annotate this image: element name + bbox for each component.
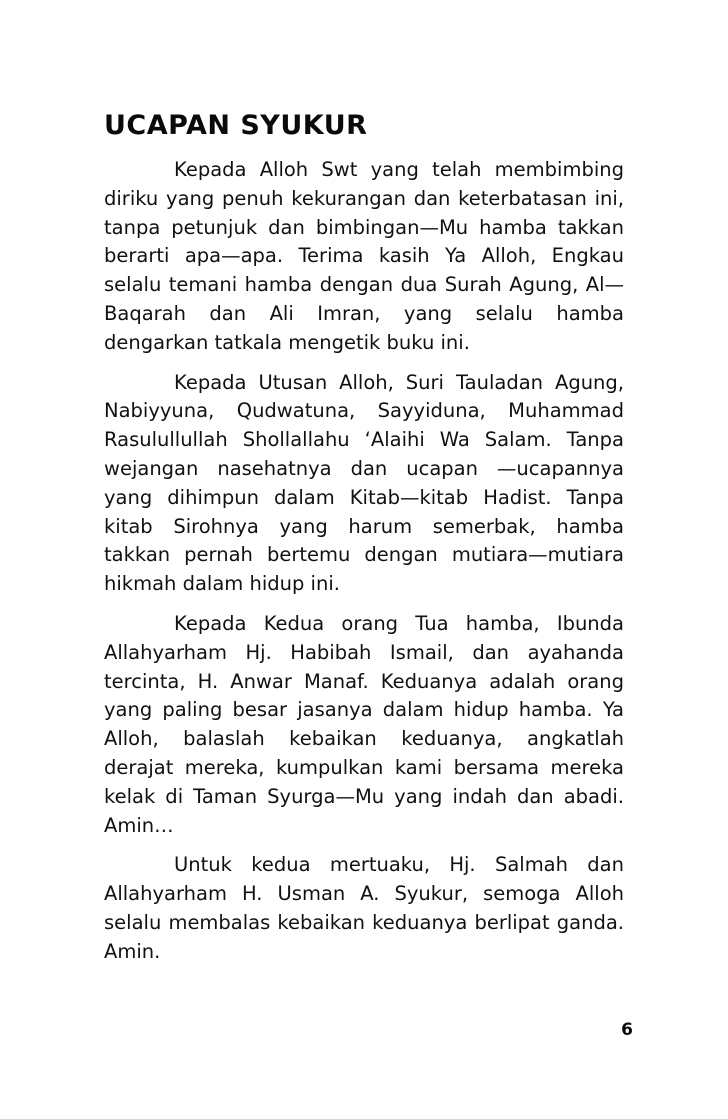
paragraph-orang-tua: Kepada Kedua orang Tua hamba, Ibunda Allahyarham Hj. Habibah Ismail, dan ayahanda tercinta, H. Anwar Manaf. Keduanya adalah orang yang paling besar jasanya dalam hidup hamba. Ya Alloh, balaslah kebaikan keduanya, angkatlah derajat mereka, kumpulkan kami bersama mereka kelak di Taman Syurga—Mu yang indah dan abadi. Amin…: [104, 611, 624, 837]
page-content: [104, 110, 624, 978]
paragraph-mertua: Untuk kedua mertuaku, Hj. Salmah dan Allahyarham H. Usman A. Syukur, semoga Alloh selalu membalas kebaikan keduanya berlipat ganda. Amin.: [104, 853, 624, 963]
paragraph-alloh: Kepada Alloh Swt yang telah membimbing diriku yang penuh kekurangan dan keterbatasan ini, tanpa petunjuk dan bimbingan—Mu hamba takkan berarti apa—apa. Terima kasih Ya Alloh, Engkau selalu temani hamba dengan dua Surah Agung, Al—Baqarah dan Ali Imran, yang selalu hamba dengarkan tatkala mengetik buku ini.: [104, 158, 624, 354]
page-title: UCAPAN SYUKUR: [104, 110, 368, 141]
paragraph-rasul: Kepada Utusan Alloh, Suri Tauladan Agung, Nabiyyuna, Qudwatuna, Sayyiduna, Muhammad Rasulullullah Shollallahu ‘Alaihi Wa Salam. Tanpa wejangan nasehatnya dan ucapan —ucapannya yang dihimpun dalam Kitab—kitab Hadist. Tanpa kitab Sirohnya yang harum semerbak, hamba takkan pernah bertemu dengan mutiara—mutiara hikmah dalam hidup ini.: [104, 370, 624, 596]
page-number: 6: [621, 1020, 633, 1040]
